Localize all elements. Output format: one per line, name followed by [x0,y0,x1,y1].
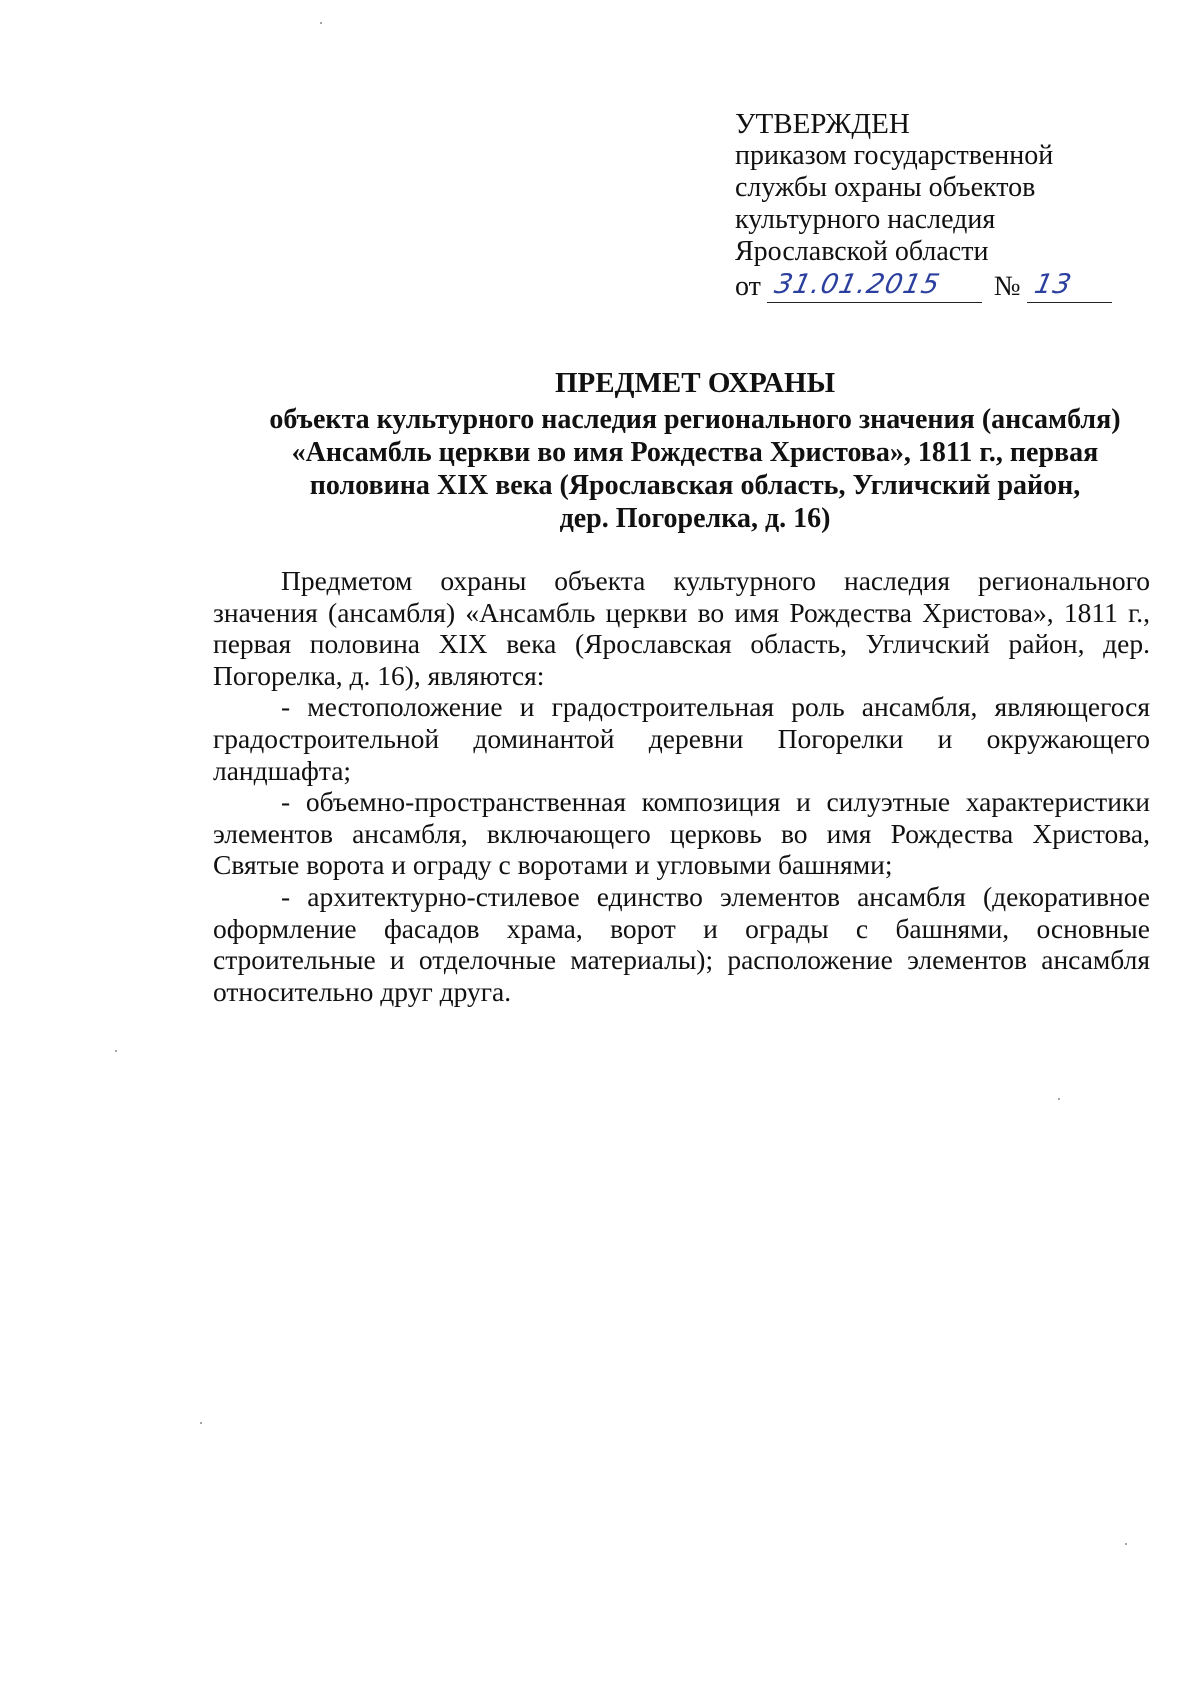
scan-speck [200,1422,202,1424]
body-list-item: - объемно-пространственная композиция и силуэтные характеристики элементов ансамбля, включающего церковь во имя Рождества Христова, Святые ворота и ограду с воротами и угловыми башнями; [213,786,1150,881]
title-line: «Ансамбль церкви во имя Рождества Христова», 1811 г., первая [291,437,1099,468]
document-title-block [200,367,1190,535]
handwritten-number: 13 [1031,269,1075,300]
approval-line: культурного наследия [735,204,996,235]
body-list-item: - архитектурно-стилевое единство элементов ансамбля (декоративное оформление фасадов храма, ворот и ограды с башнями, основные строительные и отделочные материалы); расположение элементов ансамбля относительно друг друга. [213,880,1150,1007]
handwritten-date: 31.01.2015 [771,269,943,300]
approval-date-number-line [735,268,1115,303]
document-body [213,565,1150,1007]
body-intro-paragraph: Предметом охраны объекта культурного наследия регионального значения (ансамбля) «Ансамбль церкви во имя Рождества Христова», 1811 г., первая половина XIX века (Ярославская область, Угличский район, дер. Погорелка, д. 16), являются: [213,565,1150,691]
scan-speck [1125,1543,1127,1545]
document-title: ПРЕДМЕТ ОХРАНЫ [554,367,836,399]
title-line: объекта культурного наследия регионального значения (ансамбля) [269,404,1121,435]
title-line: дер. Погорелка, д. 16) [559,503,831,534]
scan-speck [1058,1098,1060,1100]
scan-speck [115,1050,117,1052]
date-field [767,268,982,303]
title-line: половина XIX века (Ярославская область, Угличский район, [309,470,1081,501]
approval-line: службы охраны объектов [735,172,1036,203]
scan-speck [320,22,322,24]
date-prefix: от [735,271,761,302]
approval-heading: УТВЕРЖДЕН [735,108,910,140]
number-field [1027,268,1112,303]
body-list-item: - местоположение и градостроительная роль ансамбля, являющегося градостроительной доминантой деревни Погорелки и окружающего ландшафта; [213,691,1150,786]
number-sign: № [993,271,1021,302]
approval-line: приказом государственной [735,140,1054,171]
approval-block [735,108,1115,303]
approval-line: Ярославской области [735,236,989,267]
